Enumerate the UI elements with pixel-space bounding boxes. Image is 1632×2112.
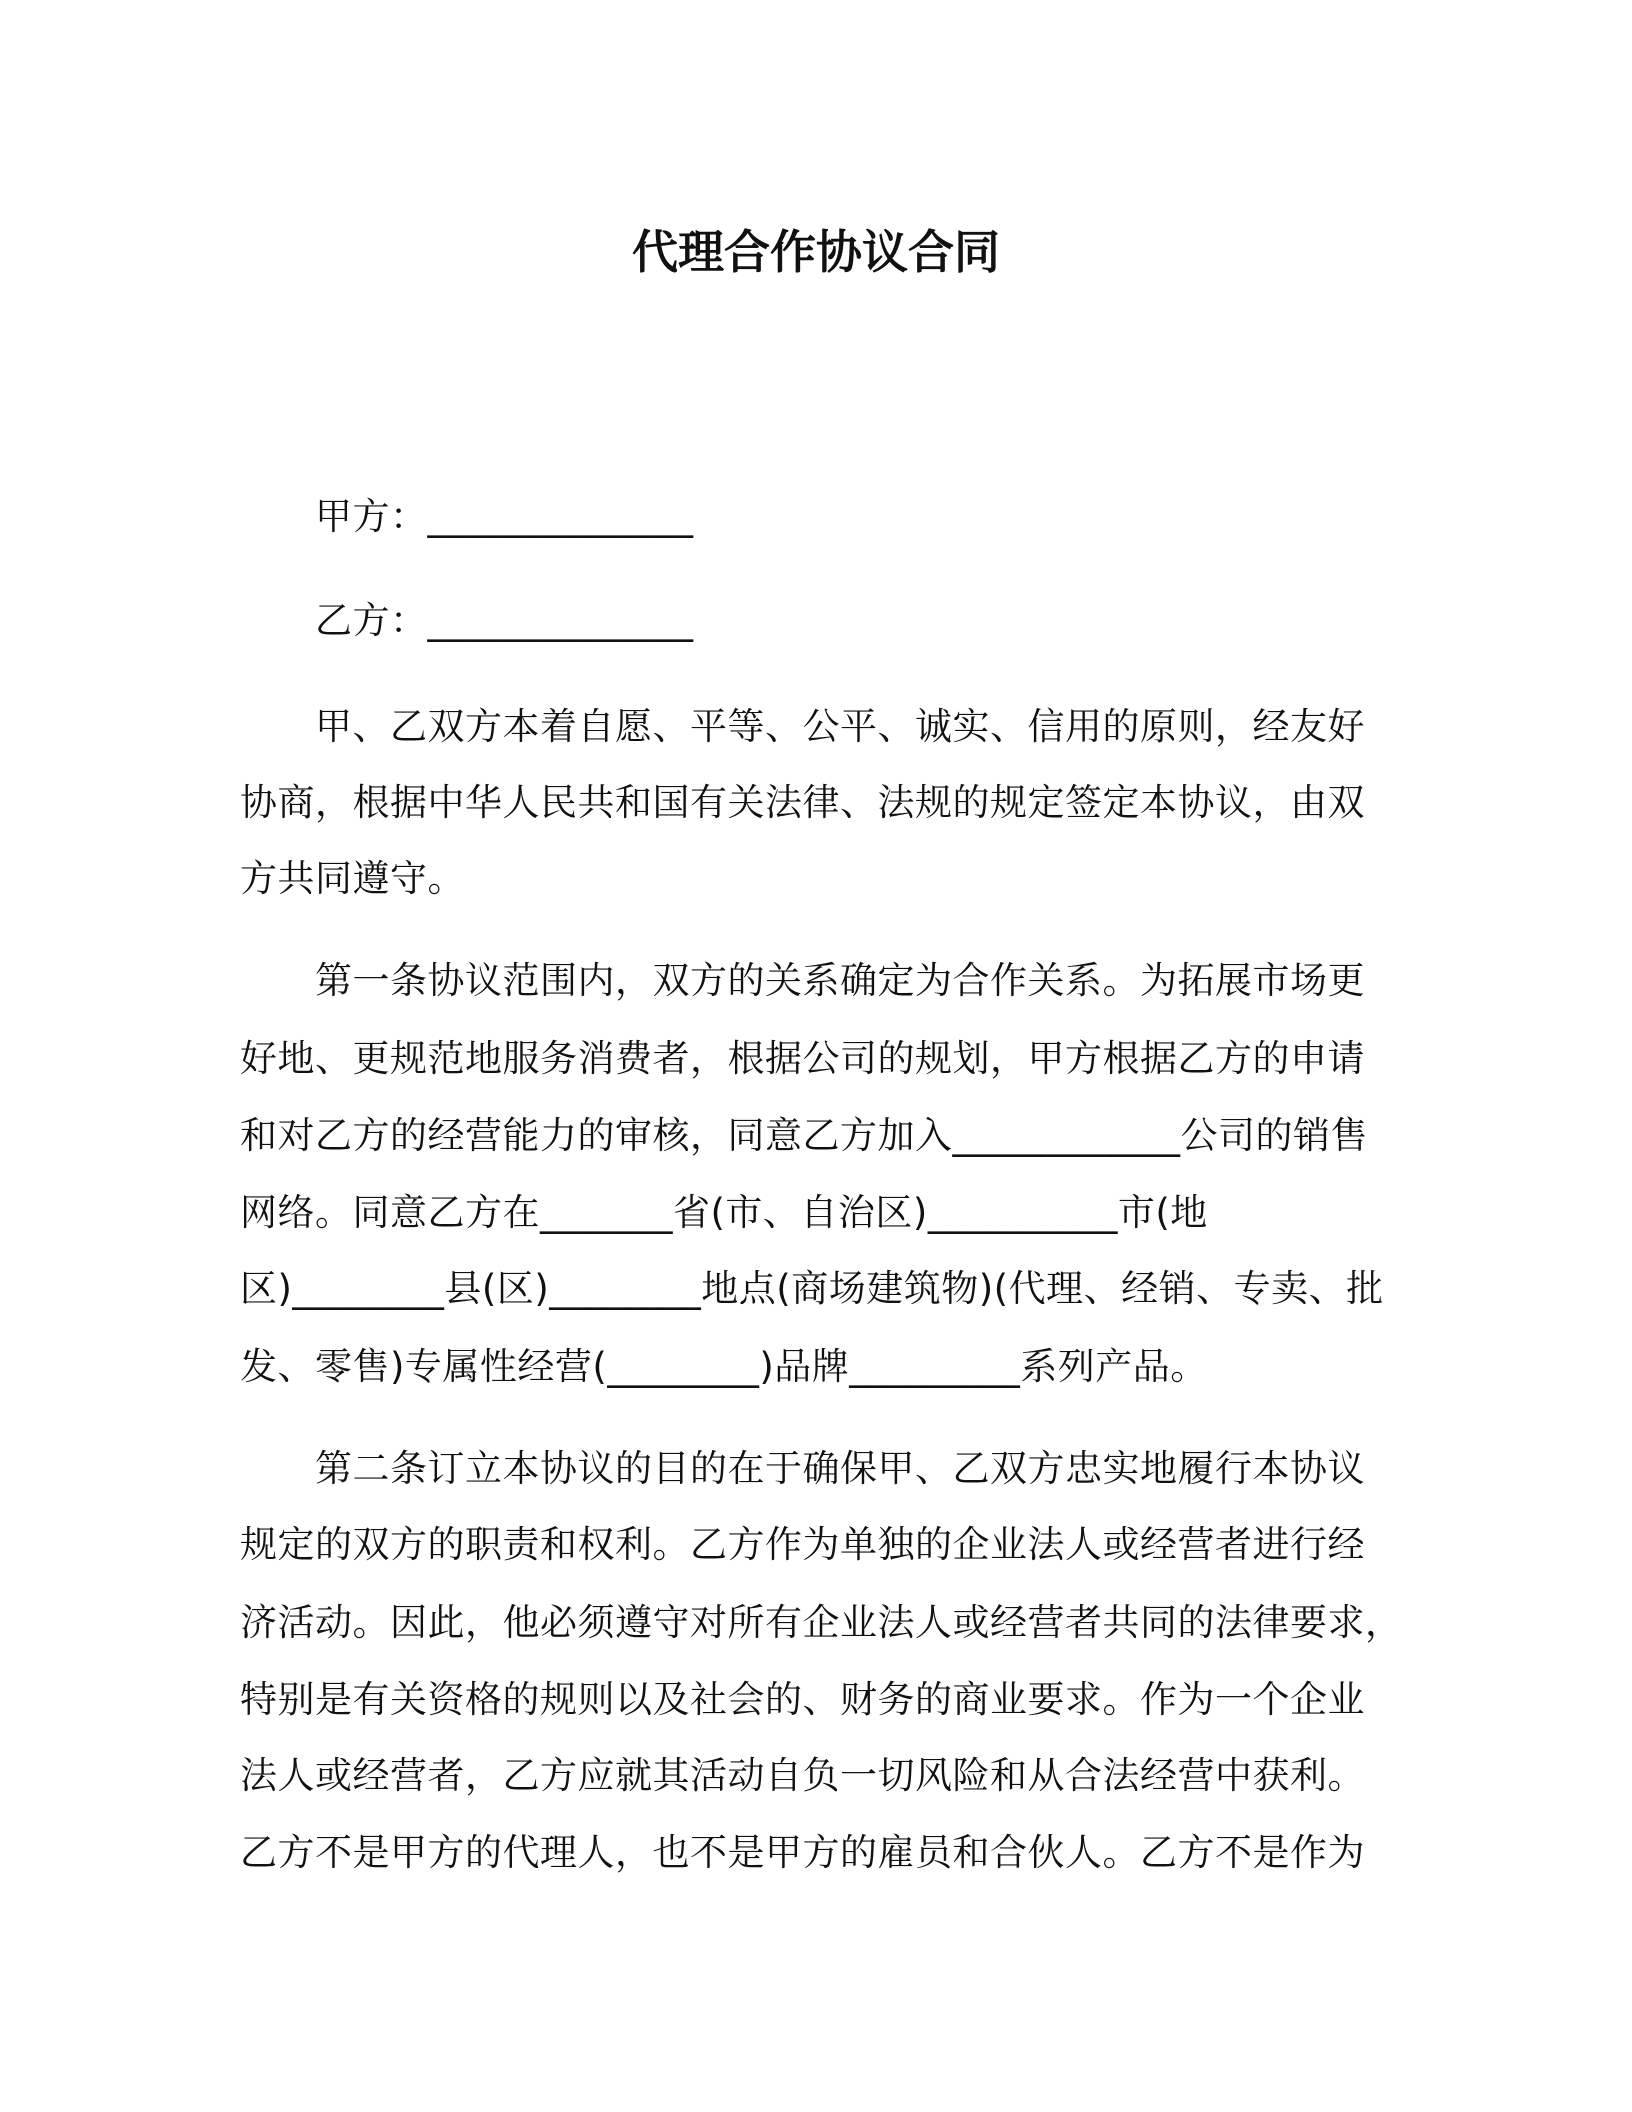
document-title: 代理合作协议合同 xyxy=(632,225,1000,279)
paragraph-line: 发、零售)专属性经营(________)品牌_________系列产品。 xyxy=(240,1345,1208,1388)
party-b-line: 乙方：______________ xyxy=(315,599,694,642)
paragraph-line: 济活动。因此，他必须遵守对所有企业法人或经营者共同的法律要求， xyxy=(240,1601,1403,1644)
party-a-line: 甲方：______________ xyxy=(315,495,694,538)
paragraph-line: 区)________县(区)________地点(商场建筑物)(代理、经销、专卖、批 xyxy=(240,1267,1384,1310)
paragraph-line: 和对乙方的经营能力的审核，同意乙方加入____________公司的销售 xyxy=(240,1114,1368,1157)
paragraph-line: 甲、乙双方本着自愿、平等、公平、诚实、信用的原则，经友好 xyxy=(315,705,1365,748)
paragraph-line: 网络。同意乙方在_______省(市、自治区)__________市(地 xyxy=(240,1191,1208,1234)
paragraph-line: 法人或经营者，乙方应就其活动自负一切风险和从合法经营中获利。 xyxy=(240,1754,1365,1797)
paragraph-line: 规定的双方的职责和权利。乙方作为单独的企业法人或经营者进行经 xyxy=(240,1523,1365,1566)
paragraph-line: 好地、更规范地服务消费者，根据公司的规划，甲方根据乙方的申请 xyxy=(240,1037,1365,1080)
paragraph-line: 第二条订立本协议的目的在于确保甲、乙双方忠实地履行本协议 xyxy=(315,1447,1365,1490)
paragraph-line: 第一条协议范围内，双方的关系确定为合作关系。为拓展市场更 xyxy=(315,959,1365,1002)
paragraph-line: 乙方不是甲方的代理人，也不是甲方的雇员和合伙人。乙方不是作为 xyxy=(240,1831,1365,1874)
paragraph-line: 协商，根据中华人民共和国有关法律、法规的规定签定本协议，由双 xyxy=(240,781,1365,824)
paragraph-line: 特别是有关资格的规则以及社会的、财务的商业要求。作为一个企业 xyxy=(240,1678,1365,1721)
paragraph-line: 方共同遵守。 xyxy=(240,857,465,900)
